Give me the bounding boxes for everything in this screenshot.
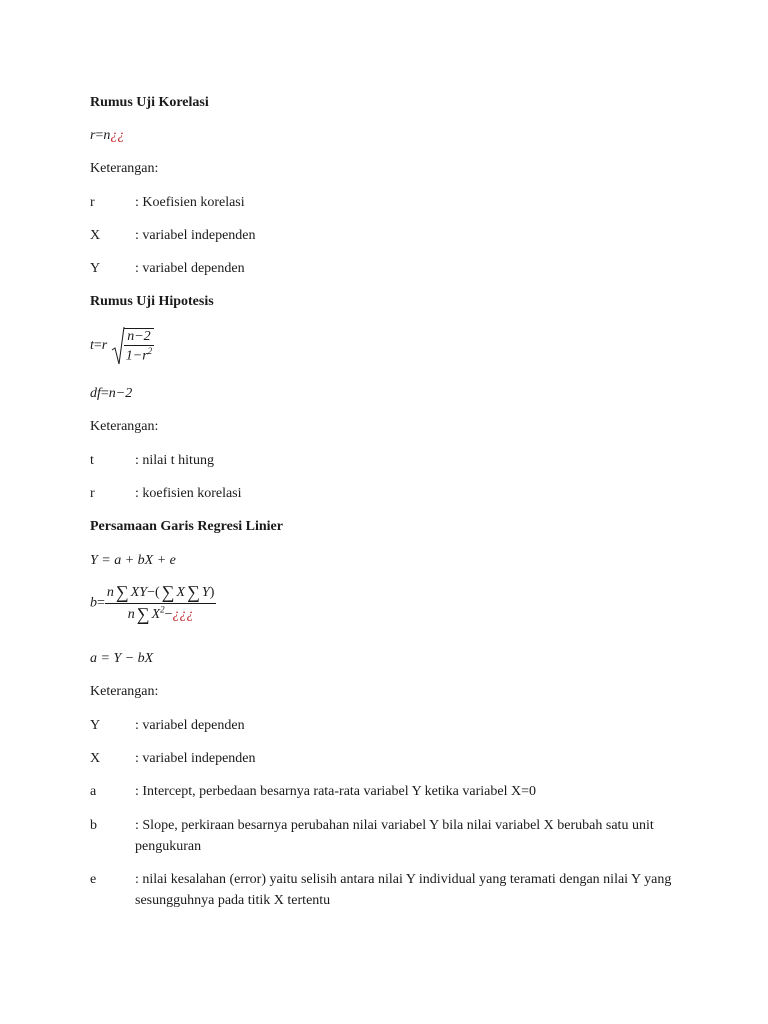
term: a <box>90 784 97 799</box>
desc: : variabel independen <box>135 751 256 766</box>
formula-eq: = <box>100 386 109 401</box>
formula-a: a = Y − bX <box>90 651 154 666</box>
term: r <box>90 195 95 210</box>
sqrt-fraction <box>124 328 154 365</box>
den-exp: 2 <box>160 604 165 615</box>
formula-eq: = <box>95 128 104 143</box>
term: r <box>90 486 95 501</box>
sigma-icon: ∑ <box>115 582 129 602</box>
formula-eq: = <box>97 595 105 611</box>
denominator <box>124 346 154 365</box>
formula-eq: = <box>93 338 102 353</box>
term: b <box>90 818 97 833</box>
term: Y <box>90 261 101 276</box>
desc: : variabel dependen <box>135 718 245 733</box>
broken-glyphs: ¿¿ <box>110 128 125 143</box>
desc: : koefisien korelasi <box>135 486 242 501</box>
num-xy: XY <box>130 585 148 600</box>
formula-lhs: df <box>90 386 101 401</box>
den-minus: − <box>164 607 173 622</box>
num-y: Y <box>201 585 210 600</box>
desc: : variabel dependen <box>135 261 245 276</box>
den-exp: 2 <box>147 345 153 356</box>
sigma-icon: ∑ <box>187 582 200 602</box>
num-x: X <box>176 585 186 600</box>
formula-rhs: n <box>103 128 111 143</box>
den-x: X <box>151 607 161 622</box>
num-n: n <box>106 585 114 600</box>
num-open: −( <box>147 585 160 600</box>
formula-r: r <box>101 338 108 353</box>
formula-lhs: b <box>90 595 97 611</box>
b-fraction <box>105 582 216 625</box>
formula-t <box>90 326 154 366</box>
formula-rhs: n−2 <box>108 386 133 401</box>
term: e <box>90 872 97 887</box>
formula-b <box>90 582 216 625</box>
desc: : Koefisien korelasi <box>135 195 245 210</box>
denominator <box>105 604 216 625</box>
term: t <box>90 453 94 468</box>
term: Y <box>90 718 101 733</box>
desc: : variabel independen <box>135 228 256 243</box>
formula-lhs: t <box>90 338 94 353</box>
heading-regresi: Persamaan Garis Regresi Linier <box>90 519 283 534</box>
term: X <box>90 228 101 243</box>
den-n: n <box>127 607 135 622</box>
desc: : nilai t hitung <box>135 453 214 468</box>
keterangan-label: Keterangan: <box>90 161 159 176</box>
heading-hipotesis: Rumus Uji Hipotesis <box>90 294 214 309</box>
keterangan-label: Keterangan: <box>90 419 159 434</box>
numerator: n−2 <box>124 329 154 346</box>
sigma-icon: ∑ <box>161 582 175 602</box>
den-base: 1−r <box>125 348 148 364</box>
desc: : Slope, perkiraan besarnya perubahan nilai variabel Y bila nilai variabel X berubah satu unit pengukuran <box>135 818 654 854</box>
term: X <box>90 751 101 766</box>
desc: : Intercept, perbedaan besarnya rata-rata variabel Y ketika variabel X=0 <box>135 784 536 799</box>
radical-icon <box>111 326 125 366</box>
formula-df <box>90 386 132 402</box>
formula-y: Y = a + bX + e <box>90 553 176 568</box>
num-close: ) <box>209 585 215 600</box>
heading-korelasi: Rumus Uji Korelasi <box>90 95 209 110</box>
broken-glyphs: ¿¿¿ <box>172 607 194 622</box>
keterangan-label: Keterangan: <box>90 684 159 699</box>
formula-korelasi <box>90 128 124 144</box>
desc: : nilai kesalahan (error) yaitu selisih antara nilai Y individual yang teramati dengan nilai Y yang sesungguhnya pada titik X tertentu <box>135 872 672 908</box>
numerator <box>105 582 216 604</box>
formula-lhs: r <box>90 128 96 143</box>
sigma-icon: ∑ <box>136 604 150 624</box>
sqrt-symbol <box>111 326 154 366</box>
